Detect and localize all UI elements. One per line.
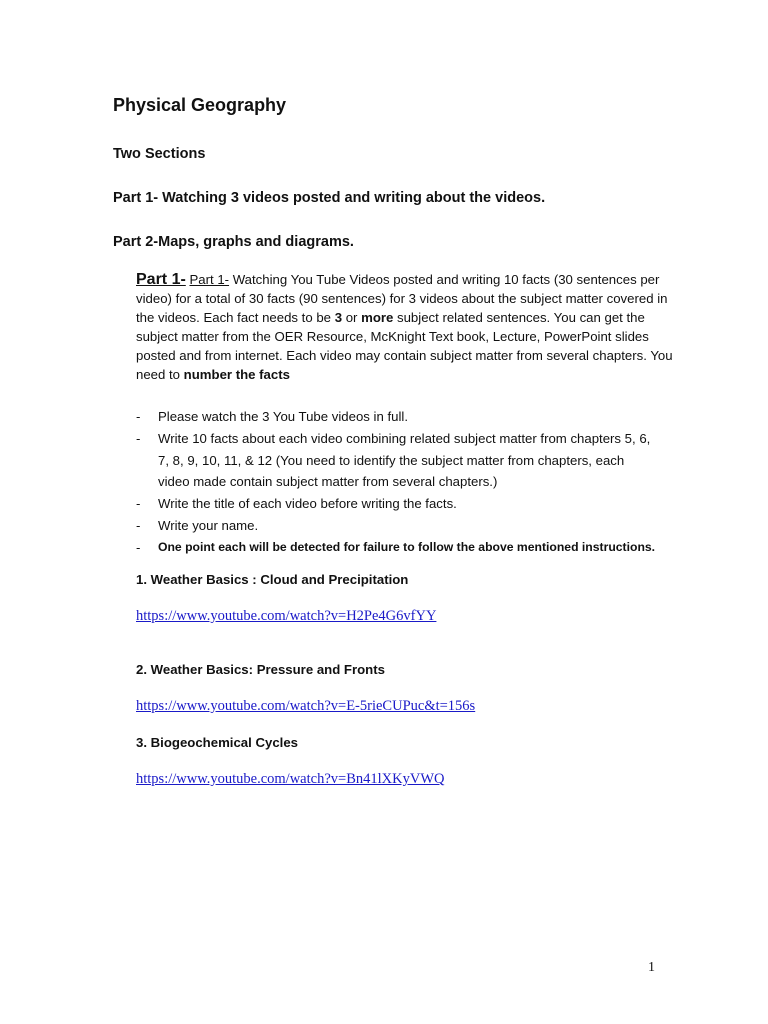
sections-heading: Two Sections <box>113 146 206 162</box>
para-bold-more: more <box>361 310 394 325</box>
video-title: 3. Biogeochemical Cycles <box>136 735 298 750</box>
bullet-text: Write your name. <box>158 518 259 533</box>
bullet-dash: - <box>136 409 141 424</box>
para-bold-number: number the facts <box>183 367 290 382</box>
para-text-or: or <box>342 310 362 325</box>
part1-paragraph <box>136 270 676 384</box>
video-link[interactable]: https://www.youtube.com/watch?v=Bn41lXKyVWQ <box>136 771 445 787</box>
para-bold-3: 3 <box>334 310 343 325</box>
bullet-bold-rest: will be detected for failure to follow the above mentioned instructions. <box>246 540 656 554</box>
bullet-dash: - <box>136 431 141 446</box>
video-title: 2. Weather Basics: Pressure and Fronts <box>136 662 385 677</box>
para-text-b: subject related sentences. You can get the subject matter from the OER Resource, McKnight Text book, Lecture, PowerPoint slides posted and from internet. Each video may contain subject matter from several chapters. You need to <box>136 310 673 382</box>
bullet-dash: - <box>136 540 141 555</box>
bullet-dash: - <box>136 496 141 511</box>
part1-heading: Part 1- Watching 3 videos posted and writing about the videos. <box>113 190 546 206</box>
video-title: 1. Weather Basics : Cloud and Precipitation <box>136 572 409 587</box>
bullet-dash: - <box>136 518 141 533</box>
part1-lead-small: Part 1- <box>189 272 230 287</box>
bullet-text: Write 10 facts about each video combining related subject matter from chapters 5, 6, 7, 8, 9, 10, 11, & 12 (You need to identify the subject matter from chapters, each video made contain subject matter from several chapters.) <box>158 431 651 489</box>
bullet-bold-lead: One point each <box>158 540 247 554</box>
video-link[interactable]: https://www.youtube.com/watch?v=E-5rieCUPuc&t=156s <box>136 698 476 714</box>
part2-heading: Part 2-Maps, graphs and diagrams. <box>113 234 354 250</box>
bullet-text <box>158 537 658 559</box>
part1-lead-large: Part 1- <box>136 271 186 288</box>
page-number: 1 <box>648 960 655 975</box>
page-title: Physical Geography <box>113 95 287 115</box>
bullet-text: Write the title of each video before writing the facts. <box>158 496 457 511</box>
video-link[interactable]: https://www.youtube.com/watch?v=H2Pe4G6vfYY <box>136 608 437 624</box>
bullet-text: Please watch the 3 You Tube videos in full. <box>158 409 409 424</box>
para-text-a: Watching You Tube Videos posted and writing 10 facts (30 sentences per video) for a total of 30 facts (90 sentences) for 3 videos about the subject matter covered in the videos. Each fact needs to be <box>136 272 668 325</box>
